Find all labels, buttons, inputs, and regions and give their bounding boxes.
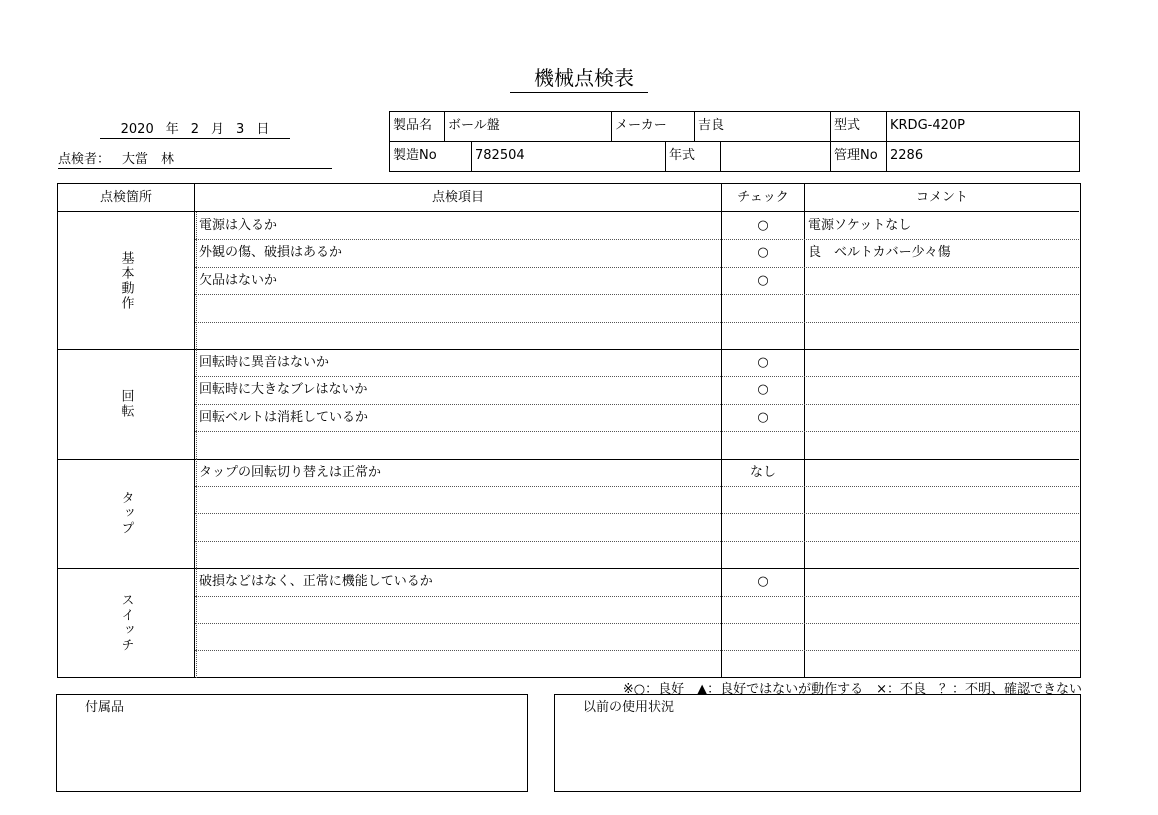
check-mark: ○ xyxy=(757,245,769,261)
section-1 xyxy=(58,349,194,459)
accessories-box xyxy=(56,694,528,792)
serial-value: 782504 xyxy=(475,148,525,163)
model-label: 型式 xyxy=(834,118,861,133)
check-item: 欠品はないか xyxy=(199,272,278,288)
page-title: 機械点検表 xyxy=(0,62,1158,93)
year-label: 年式 xyxy=(669,148,696,163)
inspection-table xyxy=(57,183,1081,678)
previous-usage-label: 以前の使用状況 xyxy=(583,700,675,715)
inspector-label: 点検者： xyxy=(58,152,111,167)
check-mark: ○ xyxy=(757,272,769,288)
product-info-box xyxy=(389,111,1080,172)
maker-value: 吉良 xyxy=(698,118,725,133)
accessories-label: 付属品 xyxy=(85,700,125,715)
check-mark: ○ xyxy=(757,355,769,370)
check-mark: なし xyxy=(749,464,776,480)
check-item: 回転時に異音はないか xyxy=(199,355,330,370)
maker-label: メーカー xyxy=(615,118,667,133)
check-item: 電源は入るか xyxy=(199,218,278,233)
section-0 xyxy=(58,212,194,349)
product-name-label: 製品名 xyxy=(393,118,433,133)
mgmt-label: 管理No xyxy=(834,148,878,163)
date-day: 3 xyxy=(236,122,245,137)
date-year: 2020 xyxy=(120,122,154,137)
section-label: 基本動作 xyxy=(118,250,134,311)
check-mark: ○ xyxy=(757,409,769,425)
legend: ※○：良好 ▲：良好ではないが動作する ×：不良 ？：不明、確認できない xyxy=(622,682,1082,697)
serial-label: 製造No xyxy=(393,148,437,163)
inspection-date: 2020 年 2 月 3 日 xyxy=(100,118,290,139)
section-label: タップ xyxy=(118,490,134,536)
mgmt-value: 2286 xyxy=(890,148,924,163)
product-name-value: ボール盤 xyxy=(448,118,500,133)
check-mark: ○ xyxy=(757,574,769,590)
date-month: 2 xyxy=(190,122,200,137)
section-3 xyxy=(58,568,194,678)
check-item: 破損などはなく、正常に機能しているか xyxy=(199,574,433,590)
comment: 良 ベルトカバー少々傷 xyxy=(808,245,951,261)
check-item: タップの回転切り替えは正常か xyxy=(199,464,382,480)
header-item: 点検項目 xyxy=(431,190,484,205)
section-label: スイッチ xyxy=(118,592,134,653)
check-mark: ○ xyxy=(757,218,769,233)
header-location: 点検箇所 xyxy=(99,190,152,205)
previous-usage-box xyxy=(554,694,1081,792)
inspector xyxy=(58,148,332,169)
section-label: 回転 xyxy=(118,388,134,419)
header-check: チェック xyxy=(737,190,789,205)
check-item: 回転ベルトは消耗しているか xyxy=(199,409,369,425)
inspector-name: 大當 林 xyxy=(122,152,175,167)
check-item: 回転時に大きなブレはないか xyxy=(199,382,368,398)
header-comment: コメント xyxy=(915,190,968,205)
check-mark: ○ xyxy=(757,382,769,398)
check-item: 外観の傷、破損はあるか xyxy=(199,245,343,261)
section-2 xyxy=(58,459,194,569)
comment: 電源ソケットなし xyxy=(808,218,912,233)
model-value: KRDG-420P xyxy=(890,118,965,133)
